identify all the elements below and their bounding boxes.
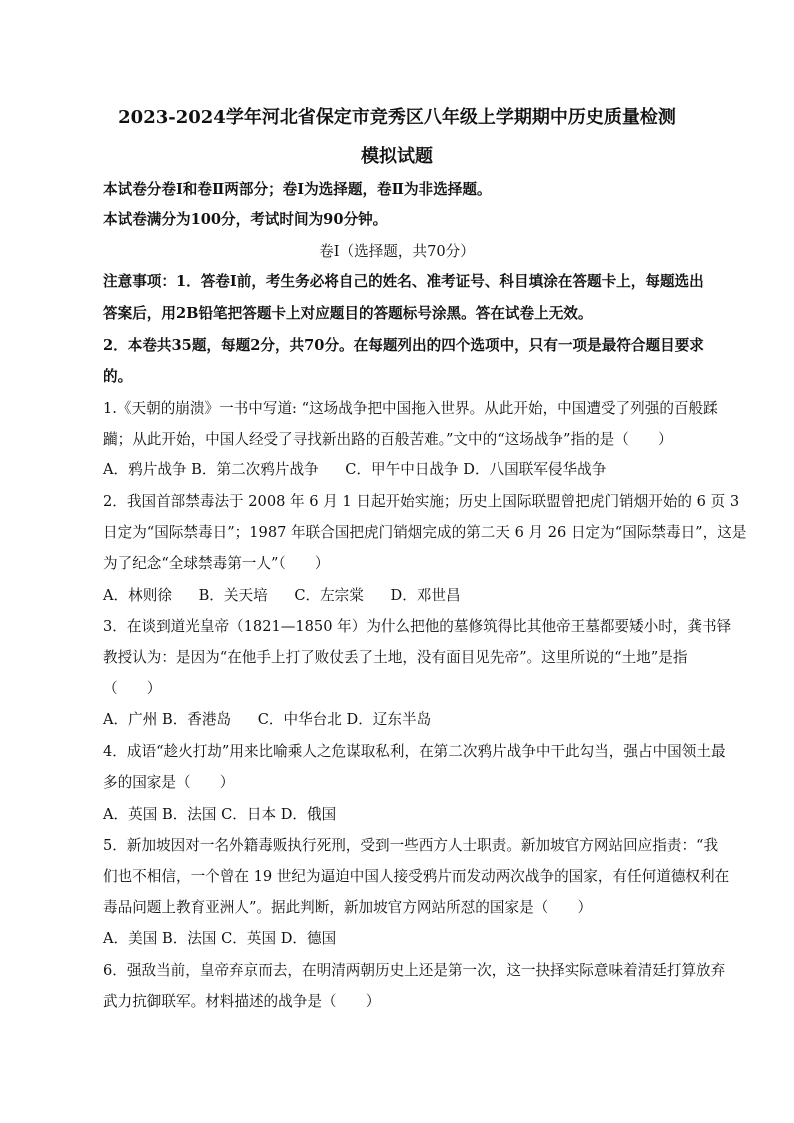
question-2-options [103, 586, 461, 606]
question-1-stem-line-1: 1.《天朝的崩溃》一书中写道: “这场战争把中国拖入世界。从此开始，中国遭受了列强的百般蹂 [103, 400, 718, 417]
question-2-option-c: C．左宗棠 [294, 587, 364, 604]
question-1-option-b: B．第二次鸦片战争 [191, 461, 319, 478]
question-4-options [103, 805, 336, 825]
question-3-options [103, 710, 431, 730]
question-3-stem-line-1: 3．在谈到道光皇帝（1821—1850 年）为什么把他的墓修筑得比其他帝王墓都要矮小时，龚书铎 [103, 618, 732, 635]
question-3-option-c: C．中华台北 [257, 711, 342, 728]
question-5-option-d: D．德国 [280, 930, 337, 947]
note-2-line-2: 的。 [103, 368, 133, 385]
question-2-option-d: D．邓世昌 [390, 587, 461, 604]
question-4-stem-line-2: 多的国家是（ ） [103, 774, 235, 791]
question-5-option-a: A．美国 [103, 930, 158, 947]
question-5-stem-line-2: 们也不相信，一个曾在 19 世纪为逼迫中国人接受鸦片而发动两次战争的国家，有任何道德权利在 [103, 868, 730, 885]
question-1-options [103, 460, 606, 480]
question-5-options [103, 929, 336, 949]
question-1-option-c: C．甲午中日战争 [345, 461, 459, 478]
intro-line-2: 本试卷满分为100分，考试时间为90分钟。 [103, 211, 388, 228]
question-1-stem-line-2: 躏；从此开始，中国人经受了寻找新出路的百般苦难。”文中的“这场战争”指的是（ ） [103, 431, 673, 448]
question-3-option-d: D．辽东半岛 [346, 711, 432, 728]
question-6-stem-line-2: 武力抗御联军。材料描述的战争是（ ） [103, 993, 381, 1010]
note-1-line-2: 答案后，用2B铅笔把答题卡上对应题目的答题标号涂黑。答在试卷上无效。 [103, 305, 593, 322]
question-3-stem-line-3: （ ） [103, 680, 162, 697]
intro-line-1: 本试卷分卷Ⅰ和卷Ⅱ两部分；卷Ⅰ为选择题，卷Ⅱ为非选择题。 [103, 181, 492, 198]
page-title: 2023-2024学年河北省保定市竞秀区八年级上学期期中历史质量检测 [118, 107, 676, 128]
note-1-line-1: 注意事项：1．答卷Ⅰ前，考生务必将自己的姓名、准考证号、科目填涂在答题卡上，每题选出 [103, 273, 704, 290]
question-3-option-a: A．广州 [103, 711, 158, 728]
question-1-option-a: A．鸦片战争 [103, 461, 187, 478]
question-2-stem-line-1: 2．我国首部禁毒法于 2008 年 6 月 1 日起开始实施；历史上国际联盟曾把虎门销烟开始的 6 页 3 [103, 493, 740, 510]
question-2-option-a: A．林则徐 [103, 587, 172, 604]
question-2-stem-line-3: 为了纪念“全球禁毒第一人”（ ） [103, 555, 330, 572]
note-2-line-1: 2．本卷共35题，每题2分，共70分。在每题列出的四个选项中，只有一项是最符合题目要求 [103, 337, 704, 354]
question-5-stem-line-1: 5．新加坡因对一名外籍毒贩执行死刑，受到一些西方人士职责。新加坡官方网站回应指责：“我 [103, 837, 719, 854]
question-4-option-b: B．法国 [161, 806, 217, 823]
question-4-option-a: A．英国 [103, 806, 158, 823]
question-3-stem-line-2: 教授认为：是因为“在他手上打了败仗丢了土地，没有面目见先帝”。这里所说的“土地”是指 [103, 649, 688, 666]
question-2-stem-line-2: 日定为“国际禁毒日”；1987 年联合国把虎门销烟完成的第二天 6 月 26 日定为“国际禁毒日”，这是 [103, 524, 747, 541]
question-4-option-c: C．日本 [221, 806, 277, 823]
question-2-option-b: B．关天培 [198, 587, 268, 604]
page-subtitle: 模拟试题 [361, 146, 433, 167]
question-5-option-b: B．法国 [161, 930, 217, 947]
question-5-stem-line-3: 毒品问题上教育亚洲人”。据此判断，新加坡官方网站所怼的国家是（ ） [103, 899, 593, 916]
question-3-option-b: B．香港岛 [161, 711, 232, 728]
question-6-stem-line-1: 6．强敌当前，皇帝弃京而去，在明清两朝历史上还是第一次，这一抉择实际意味着清廷打算放弃 [103, 962, 726, 979]
question-4-stem-line-1: 4．成语“趁火打劫”用来比喻乘人之危谋取私利，在第二次鸦片战争中干此勾当，强占中国领土最 [103, 743, 726, 760]
question-4-option-d: D．俄国 [280, 806, 337, 823]
question-1-option-d: D．八国联军侵华战争 [463, 461, 607, 478]
question-5-option-c: C．英国 [221, 930, 277, 947]
section-heading: 卷Ⅰ（选择题，共70分） [319, 243, 475, 260]
